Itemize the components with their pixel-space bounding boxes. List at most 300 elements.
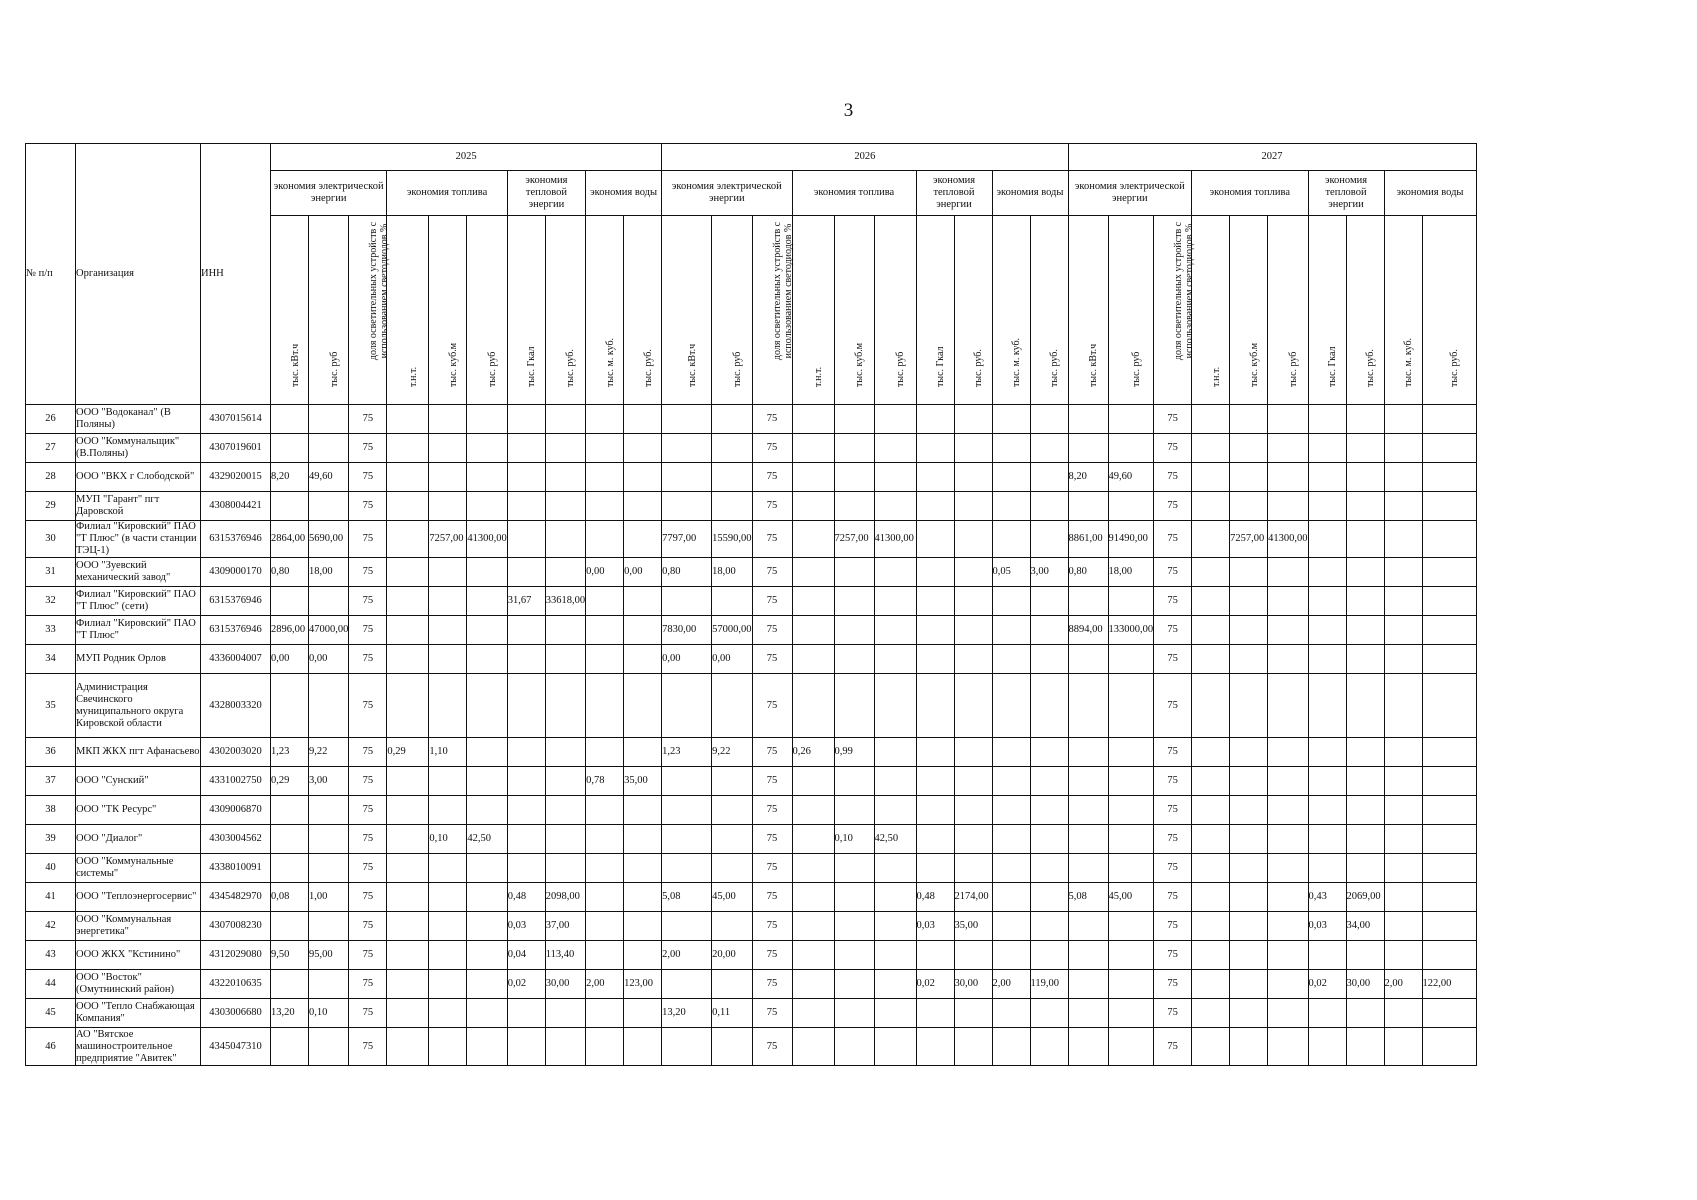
row-value-cell: 37,00 — [545, 912, 585, 941]
row-value-cell: 75 — [1154, 521, 1192, 558]
row-value-cell — [1192, 999, 1230, 1028]
row-value-cell — [309, 796, 349, 825]
row-value-cell — [387, 674, 429, 738]
row-value-cell — [586, 645, 624, 674]
row-value-cell — [586, 463, 624, 492]
row-value-cell — [916, 405, 954, 434]
header-unit-2027-1 — [1108, 216, 1154, 405]
row-value-cell: 75 — [752, 825, 792, 854]
row-value-cell — [954, 492, 992, 521]
row-value-cell — [309, 970, 349, 999]
row-value-cell — [429, 674, 467, 738]
row-value-cell: 2098,00 — [545, 883, 585, 912]
header-unit-label: т.н.т. — [813, 366, 824, 387]
row-value-cell — [624, 616, 662, 645]
row-value-cell — [874, 645, 916, 674]
row-value-cell — [834, 434, 874, 463]
row-value-cell — [1308, 738, 1346, 767]
row-value-cell — [662, 405, 712, 434]
row-value-cell: 0,78 — [586, 767, 624, 796]
row-value-cell — [507, 1028, 545, 1066]
header-unit-label: доля осветительных устройств с использованием светодиодов % — [1172, 221, 1195, 361]
row-value-cell — [1192, 941, 1230, 970]
row-value-cell — [1422, 825, 1476, 854]
row-value-cell — [1230, 854, 1268, 883]
row-value-cell — [507, 674, 545, 738]
row-value-cell: 18,00 — [309, 558, 349, 587]
energy-savings-table — [25, 143, 1477, 1066]
row-value-cell — [624, 999, 662, 1028]
row-value-cell: 75 — [752, 999, 792, 1028]
row-value-cell — [545, 434, 585, 463]
row-value-cell — [1230, 558, 1268, 587]
row-value-cell: 9,22 — [712, 738, 752, 767]
row-number: 33 — [26, 616, 76, 645]
row-value-cell — [624, 405, 662, 434]
header-unit-label: тыс. м. куб. — [1403, 337, 1415, 387]
row-value-cell — [834, 883, 874, 912]
row-value-cell — [1192, 854, 1230, 883]
row-value-cell — [624, 825, 662, 854]
row-inn: 4322010635 — [201, 970, 271, 999]
row-value-cell — [387, 405, 429, 434]
row-value-cell — [1230, 941, 1268, 970]
row-value-cell: 31,67 — [507, 587, 545, 616]
row-value-cell — [586, 521, 624, 558]
row-value-cell — [1030, 674, 1068, 738]
row-value-cell — [834, 587, 874, 616]
header-unit-label: тыс. кВт.ч — [1088, 343, 1099, 387]
row-value-cell: 57000,00 — [712, 616, 752, 645]
row-value-cell: 7830,00 — [662, 616, 712, 645]
header-unit-2026-7 — [954, 216, 992, 405]
row-value-cell — [712, 674, 752, 738]
table-row — [26, 883, 1477, 912]
row-organization: Филиал "Кировский" ПАО "Т Плюс" (сети) — [76, 587, 201, 616]
row-value-cell — [662, 434, 712, 463]
row-value-cell — [834, 1028, 874, 1066]
row-value-cell — [992, 645, 1030, 674]
row-value-cell — [586, 941, 624, 970]
header-unit-2026-9 — [1030, 216, 1068, 405]
header-unit-label: тыс. кВт.ч — [289, 343, 301, 387]
table-row — [26, 1028, 1477, 1066]
row-organization: АО "Вятское машиностроительное предприятие "Авитек" — [76, 1028, 201, 1066]
row-value-cell — [1192, 767, 1230, 796]
row-value-cell — [1308, 645, 1346, 674]
row-value-cell — [1192, 738, 1230, 767]
row-value-cell: 9,22 — [309, 738, 349, 767]
row-value-cell — [712, 767, 752, 796]
row-value-cell — [916, 738, 954, 767]
row-value-cell — [624, 912, 662, 941]
row-value-cell — [1068, 912, 1108, 941]
row-organization: Филиал "Кировский" ПАО "Т Плюс" — [76, 616, 201, 645]
row-value-cell — [1422, 492, 1476, 521]
row-value-cell — [1268, 674, 1308, 738]
row-value-cell — [954, 825, 992, 854]
row-value-cell: 75 — [349, 738, 387, 767]
table-row — [26, 825, 1477, 854]
row-value-cell — [1308, 587, 1346, 616]
row-organization: ООО "Диалог" — [76, 825, 201, 854]
row-value-cell: 75 — [752, 492, 792, 521]
row-value-cell — [712, 825, 752, 854]
row-organization: ООО "Теплоэнергосервис" — [76, 883, 201, 912]
row-value-cell — [1268, 558, 1308, 587]
row-value-cell — [1346, 825, 1384, 854]
row-value-cell — [545, 674, 585, 738]
row-value-cell: 91490,00 — [1108, 521, 1154, 558]
row-value-cell — [507, 492, 545, 521]
row-value-cell: 41300,00 — [874, 521, 916, 558]
row-value-cell — [1346, 999, 1384, 1028]
row-value-cell — [1346, 558, 1384, 587]
row-value-cell — [1346, 1028, 1384, 1066]
row-value-cell — [1346, 941, 1384, 970]
header-unit-2025-3 — [387, 216, 429, 405]
row-value-cell — [916, 558, 954, 587]
row-value-cell: 1,00 — [309, 883, 349, 912]
row-value-cell — [1068, 999, 1108, 1028]
row-value-cell — [429, 434, 467, 463]
row-value-cell — [1384, 825, 1422, 854]
row-value-cell: 75 — [349, 1028, 387, 1066]
row-value-cell — [1068, 941, 1108, 970]
header-unit-label: тыс. Гкал — [1327, 346, 1339, 387]
row-value-cell: 0,48 — [507, 883, 545, 912]
row-value-cell — [954, 405, 992, 434]
row-value-cell — [1230, 492, 1268, 521]
header-unit-label: тыс. руб. — [973, 349, 984, 387]
row-value-cell: 0,10 — [429, 825, 467, 854]
row-value-cell — [429, 587, 467, 616]
row-value-cell: 0,00 — [586, 558, 624, 587]
row-value-cell — [874, 434, 916, 463]
row-value-cell: 75 — [349, 434, 387, 463]
header-group-2027-3: экономия воды — [1384, 171, 1476, 216]
row-value-cell — [1384, 912, 1422, 941]
row-value-cell — [1308, 521, 1346, 558]
row-value-cell: 75 — [349, 854, 387, 883]
row-value-cell — [1030, 492, 1068, 521]
row-value-cell — [712, 492, 752, 521]
row-value-cell — [1422, 941, 1476, 970]
row-value-cell — [874, 587, 916, 616]
row-value-cell — [916, 854, 954, 883]
table-row — [26, 521, 1477, 558]
row-value-cell — [1030, 434, 1068, 463]
row-value-cell — [586, 587, 624, 616]
row-value-cell — [429, 767, 467, 796]
row-value-cell — [1422, 1028, 1476, 1066]
header-unit-2027-3 — [1192, 216, 1230, 405]
row-value-cell — [1230, 738, 1268, 767]
row-value-cell — [954, 645, 992, 674]
row-value-cell — [1108, 492, 1154, 521]
row-value-cell: 0,26 — [792, 738, 834, 767]
row-value-cell — [1068, 970, 1108, 999]
row-value-cell — [1268, 405, 1308, 434]
row-value-cell — [954, 434, 992, 463]
row-value-cell — [992, 767, 1030, 796]
table-row — [26, 767, 1477, 796]
table-row — [26, 941, 1477, 970]
row-value-cell — [834, 463, 874, 492]
header-unit-label: тыс. куб.м — [1248, 342, 1260, 387]
row-value-cell — [429, 796, 467, 825]
row-value-cell — [916, 463, 954, 492]
header-unit-label: доля осветительных устройств с использованием светодиодов % — [772, 221, 794, 361]
row-value-cell: 75 — [752, 941, 792, 970]
row-value-cell: 75 — [752, 883, 792, 912]
row-value-cell — [992, 883, 1030, 912]
row-value-cell — [662, 825, 712, 854]
row-value-cell — [1268, 587, 1308, 616]
row-value-cell — [1030, 999, 1068, 1028]
row-value-cell — [271, 912, 309, 941]
row-value-cell — [507, 463, 545, 492]
table-row — [26, 970, 1477, 999]
row-value-cell: 75 — [1154, 854, 1192, 883]
row-value-cell — [1422, 674, 1476, 738]
row-value-cell — [1346, 405, 1384, 434]
row-value-cell: 0,05 — [992, 558, 1030, 587]
row-value-cell — [954, 463, 992, 492]
row-value-cell — [1384, 674, 1422, 738]
header-unit-2027-0 — [1068, 216, 1108, 405]
row-value-cell — [586, 492, 624, 521]
row-value-cell — [1384, 521, 1422, 558]
row-value-cell — [874, 999, 916, 1028]
row-value-cell — [792, 767, 834, 796]
row-number: 39 — [26, 825, 76, 854]
row-value-cell — [792, 1028, 834, 1066]
row-number: 40 — [26, 854, 76, 883]
row-value-cell: 0,02 — [507, 970, 545, 999]
row-value-cell — [1108, 738, 1154, 767]
header-group-2027-2: экономия тепловой энергии — [1308, 171, 1384, 216]
row-value-cell: 75 — [1154, 1028, 1192, 1066]
row-value-cell — [1192, 492, 1230, 521]
row-value-cell — [992, 587, 1030, 616]
row-value-cell — [874, 674, 916, 738]
row-value-cell — [467, 796, 507, 825]
row-number: 34 — [26, 645, 76, 674]
row-value-cell — [834, 912, 874, 941]
row-value-cell — [507, 796, 545, 825]
row-value-cell: 2,00 — [992, 970, 1030, 999]
header-unit-2027-9 — [1422, 216, 1476, 405]
row-value-cell: 75 — [752, 970, 792, 999]
row-value-cell: 75 — [752, 616, 792, 645]
row-value-cell — [1422, 883, 1476, 912]
row-value-cell — [1108, 434, 1154, 463]
row-value-cell — [271, 405, 309, 434]
row-value-cell — [1030, 941, 1068, 970]
row-value-cell — [1192, 1028, 1230, 1066]
row-value-cell — [1422, 587, 1476, 616]
row-value-cell — [792, 796, 834, 825]
row-value-cell — [1308, 767, 1346, 796]
header-col-organization: Организация — [76, 144, 201, 405]
row-value-cell — [467, 405, 507, 434]
row-value-cell — [1230, 1028, 1268, 1066]
row-value-cell — [712, 854, 752, 883]
row-value-cell — [1108, 645, 1154, 674]
row-value-cell — [545, 558, 585, 587]
row-inn: 4338010091 — [201, 854, 271, 883]
row-value-cell — [992, 492, 1030, 521]
row-value-cell — [309, 492, 349, 521]
row-value-cell: 75 — [1154, 616, 1192, 645]
row-value-cell: 2,00 — [586, 970, 624, 999]
row-value-cell — [954, 738, 992, 767]
row-value-cell: 75 — [349, 616, 387, 645]
header-unit-2025-9 — [624, 216, 662, 405]
row-value-cell — [834, 674, 874, 738]
row-value-cell: 75 — [752, 587, 792, 616]
row-value-cell — [1308, 1028, 1346, 1066]
table-row — [26, 558, 1477, 587]
row-value-cell — [624, 796, 662, 825]
row-value-cell — [1068, 674, 1108, 738]
row-value-cell — [1308, 616, 1346, 645]
row-number: 37 — [26, 767, 76, 796]
row-value-cell — [467, 912, 507, 941]
row-value-cell — [429, 492, 467, 521]
row-value-cell — [834, 767, 874, 796]
row-value-cell — [1030, 1028, 1068, 1066]
row-value-cell — [1422, 854, 1476, 883]
row-value-cell: 30,00 — [1346, 970, 1384, 999]
row-value-cell: 75 — [1154, 883, 1192, 912]
row-value-cell: 75 — [1154, 767, 1192, 796]
row-organization: МКП ЖКХ пгт Афанасьево — [76, 738, 201, 767]
row-value-cell — [954, 796, 992, 825]
row-value-cell — [1068, 405, 1108, 434]
row-value-cell: 0,03 — [916, 912, 954, 941]
header-unit-2027-4 — [1230, 216, 1268, 405]
row-value-cell — [1230, 463, 1268, 492]
row-value-cell — [545, 492, 585, 521]
row-value-cell — [874, 970, 916, 999]
row-value-cell — [662, 912, 712, 941]
row-value-cell — [467, 434, 507, 463]
row-value-cell — [271, 970, 309, 999]
row-inn: 4303006680 — [201, 999, 271, 1028]
row-value-cell — [1308, 558, 1346, 587]
row-organization: ООО "Сунский" — [76, 767, 201, 796]
row-value-cell — [992, 405, 1030, 434]
row-value-cell — [387, 941, 429, 970]
row-value-cell — [507, 434, 545, 463]
row-value-cell — [1268, 645, 1308, 674]
row-value-cell: 75 — [349, 521, 387, 558]
row-value-cell — [507, 854, 545, 883]
row-value-cell — [1346, 738, 1384, 767]
row-value-cell — [1108, 796, 1154, 825]
row-value-cell: 75 — [349, 587, 387, 616]
row-value-cell: 133000,00 — [1108, 616, 1154, 645]
row-value-cell — [1030, 463, 1068, 492]
row-value-cell: 0,10 — [834, 825, 874, 854]
header-unit-2026-0 — [662, 216, 712, 405]
row-value-cell: 7257,00 — [1230, 521, 1268, 558]
row-value-cell — [586, 434, 624, 463]
header-unit-label: тыс. куб.м — [854, 342, 865, 387]
row-value-cell — [1108, 767, 1154, 796]
row-value-cell — [1346, 463, 1384, 492]
header-unit-label: тыс. м. куб. — [604, 337, 616, 387]
row-value-cell — [992, 674, 1030, 738]
header-year-2025: 2025 — [271, 144, 662, 171]
header-group-2025-2: экономия тепловой энергии — [507, 171, 585, 216]
header-group-2027-1: экономия топлива — [1192, 171, 1308, 216]
row-value-cell — [586, 825, 624, 854]
row-value-cell: 35,00 — [954, 912, 992, 941]
row-value-cell: 1,10 — [429, 738, 467, 767]
row-value-cell — [467, 463, 507, 492]
row-value-cell — [662, 970, 712, 999]
row-value-cell — [712, 1028, 752, 1066]
row-value-cell — [586, 738, 624, 767]
row-value-cell — [792, 645, 834, 674]
row-value-cell: 75 — [349, 970, 387, 999]
row-value-cell: 42,50 — [874, 825, 916, 854]
row-inn: 4309006870 — [201, 796, 271, 825]
row-value-cell — [387, 463, 429, 492]
row-organization: Администрация Свечинского муниципального округа Кировской области — [76, 674, 201, 738]
row-value-cell — [916, 645, 954, 674]
row-value-cell — [507, 616, 545, 645]
row-value-cell: 95,00 — [309, 941, 349, 970]
row-value-cell — [387, 587, 429, 616]
header-unit-2025-8 — [586, 216, 624, 405]
row-value-cell — [507, 645, 545, 674]
row-value-cell — [1346, 434, 1384, 463]
row-value-cell — [916, 521, 954, 558]
header-unit-label: тыс. руб — [1287, 351, 1299, 387]
row-value-cell — [954, 767, 992, 796]
row-value-cell — [387, 970, 429, 999]
row-value-cell — [1422, 999, 1476, 1028]
row-value-cell — [1384, 883, 1422, 912]
row-value-cell: 2069,00 — [1346, 883, 1384, 912]
row-value-cell — [429, 970, 467, 999]
row-organization: ООО "Восток" (Омутнинский район) — [76, 970, 201, 999]
row-value-cell: 13,20 — [271, 999, 309, 1028]
row-value-cell — [874, 854, 916, 883]
row-value-cell — [712, 912, 752, 941]
row-value-cell: 7797,00 — [662, 521, 712, 558]
row-value-cell — [1068, 825, 1108, 854]
row-number: 31 — [26, 558, 76, 587]
row-inn: 4345482970 — [201, 883, 271, 912]
row-value-cell: 75 — [752, 1028, 792, 1066]
row-value-cell — [1268, 492, 1308, 521]
row-organization: МУП "Гарант" пгт Даровской — [76, 492, 201, 521]
row-value-cell — [712, 970, 752, 999]
row-value-cell — [662, 674, 712, 738]
row-value-cell: 8894,00 — [1068, 616, 1108, 645]
row-value-cell — [271, 796, 309, 825]
row-organization: ООО ЖКХ "Кстинино" — [76, 941, 201, 970]
row-value-cell — [1068, 738, 1108, 767]
header-unit-label: т.н.т. — [407, 366, 419, 387]
header-group-2026-0: экономия электрической энергии — [662, 171, 792, 216]
row-value-cell — [624, 738, 662, 767]
